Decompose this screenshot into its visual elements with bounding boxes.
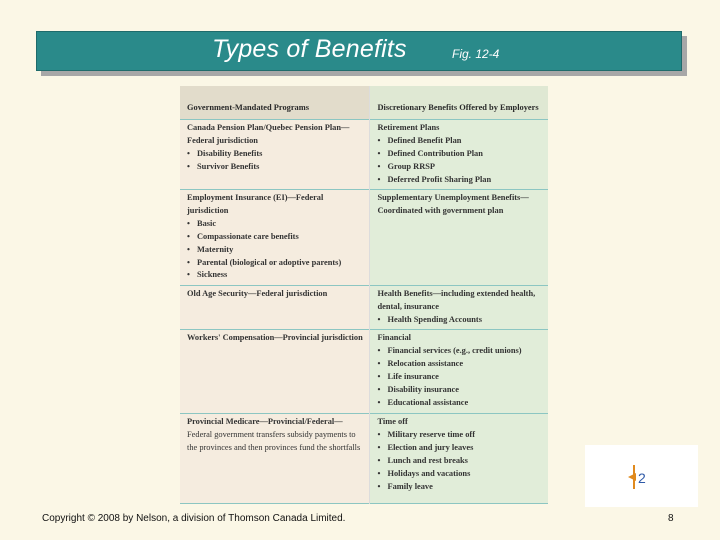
logo-arrow — [628, 473, 636, 481]
left-title-row-2: Employment Insurance (EI)—Federal jurisdiction — [187, 193, 324, 215]
left-cell-row-1 — [180, 119, 369, 189]
list-item: • Military reserve time off — [377, 429, 542, 442]
figure-label: Fig. 12-4 — [452, 47, 500, 61]
right-list-row-1 — [377, 135, 542, 187]
right-list-row-5 — [377, 429, 542, 494]
left-list-row-2 — [187, 218, 363, 283]
right-title-row-5: Time off — [377, 417, 408, 426]
benefits-table — [180, 86, 548, 504]
list-item: • Lunch and rest breaks — [377, 455, 542, 468]
list-item: • Life insurance — [377, 371, 542, 384]
left-list-row-1 — [187, 148, 363, 174]
list-item: • Basic — [187, 218, 363, 231]
slide-title: Types of Benefits — [212, 35, 407, 63]
right-cell-row-5 — [370, 413, 548, 504]
logo-number: 2 — [638, 470, 646, 486]
header-right-text: Discretionary Benefits Offered by Employers — [377, 103, 539, 113]
employer-benefits-column — [369, 86, 548, 504]
list-item: • Election and jury leaves — [377, 442, 542, 455]
left-cell-row-2 — [180, 189, 369, 285]
right-cell-row-3 — [370, 285, 548, 329]
right-title-row-1: Retirement Plans — [377, 123, 440, 132]
list-item: • Relocation assistance — [377, 358, 542, 371]
page-number: 8 — [668, 513, 674, 524]
right-title-row-2: Supplementary Unemployment Benefits—Coordinated with government plan — [377, 193, 529, 215]
list-item: • Maternity — [187, 244, 363, 257]
list-item: • Compassionate care benefits — [187, 231, 363, 244]
list-item: • Survivor Benefits — [187, 161, 363, 174]
right-list-row-4 — [377, 345, 542, 410]
right-cell-row-2 — [370, 189, 548, 285]
right-list-row-3 — [377, 314, 542, 327]
column-header-right — [370, 86, 548, 119]
right-title-row-3: Health Benefits—including extended health, dental, insurance — [377, 289, 536, 311]
left-title-row-1: Canada Pension Plan/Quebec Pension Plan—Federal jurisdiction — [187, 123, 350, 145]
left-cell-row-5 — [180, 413, 369, 504]
header-left-text: Government-Mandated Programs — [187, 103, 309, 113]
list-item: • Sickness — [187, 269, 363, 282]
left-title-row-3: Old Age Security—Federal jurisdiction — [187, 289, 328, 298]
left-title-row-4: Workers' Compensation—Provincial jurisdiction — [187, 333, 363, 342]
publisher-logo-icon — [626, 462, 650, 492]
left-title-row-5: Provincial Medicare—Provincial/Federal— — [187, 417, 343, 426]
list-item: • Defined Contribution Plan — [377, 148, 542, 161]
list-item: • Deferred Profit Sharing Plan — [377, 174, 542, 187]
left-body-row-5: Federal government transfers subsidy payments to the provinces and then provinces fund the shortfalls — [187, 429, 361, 452]
right-cell-row-1 — [370, 119, 548, 189]
right-title-row-4: Financial — [377, 333, 411, 342]
right-cell-row-4 — [370, 329, 548, 413]
column-header-left — [180, 86, 369, 119]
list-item: • Educational assistance — [377, 397, 542, 410]
list-item: • Family leave — [377, 481, 542, 494]
list-item: • Defined Benefit Plan — [377, 135, 542, 148]
list-item: • Holidays and vacations — [377, 468, 542, 481]
list-item: • Financial services (e.g., credit unions) — [377, 345, 542, 358]
left-cell-row-4 — [180, 329, 369, 413]
left-cell-row-3 — [180, 285, 369, 329]
list-item: • Group RRSP — [377, 161, 542, 174]
copyright-footer: Copyright © 2008 by Nelson, a division of Thomson Canada Limited. — [42, 513, 346, 524]
list-item: • Parental (biological or adoptive parents) — [187, 257, 363, 270]
list-item: • Disability Benefits — [187, 148, 363, 161]
list-item: • Health Spending Accounts — [377, 314, 542, 327]
list-item: • Disability insurance — [377, 384, 542, 397]
government-programs-column — [180, 86, 369, 504]
